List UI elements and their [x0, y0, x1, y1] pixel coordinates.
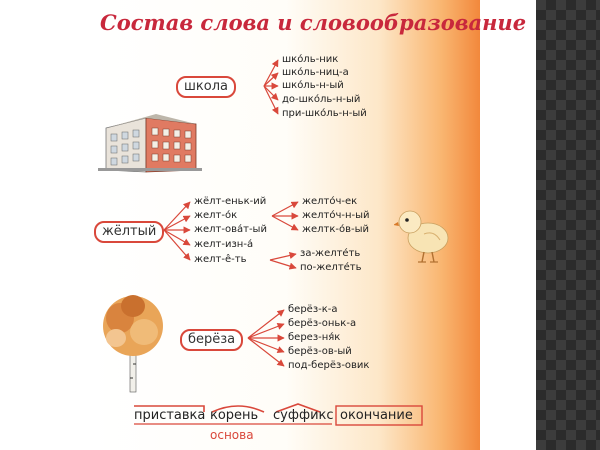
legend-root: корень [210, 408, 259, 423]
derived-word: желто́ч-ек [302, 196, 358, 207]
derived-word: желто́ч-н-ый [302, 210, 370, 221]
legend-prefix: приставка [134, 408, 206, 423]
derived-word: по-желте́ть [300, 262, 362, 273]
legend-stem: основа [210, 428, 254, 442]
derived-word: желт-изн-а́ [194, 239, 254, 250]
derived-word: за-желте́ть [300, 248, 361, 259]
root-word-box: берёза [180, 329, 243, 351]
derived-word: берез-ня́к [288, 332, 341, 343]
derived-word: берёз-к-а [288, 304, 338, 315]
root-word-box: школа [176, 76, 236, 98]
school-building-image [98, 108, 202, 178]
derived-word: желтк-о́в-ый [302, 224, 370, 235]
derived-word: под-берёз-овик [288, 360, 370, 371]
derived-word: желт-о́к [194, 210, 238, 221]
derived-word: берёз-ов-ый [288, 346, 352, 357]
derived-word: берёз-оньк-а [288, 318, 357, 329]
derived-word: желт-ê-ть [194, 254, 247, 265]
derived-word: шко́ль-ниц-а [282, 67, 349, 78]
chick-image [394, 204, 454, 266]
derived-word: желт-ова́т-ый [194, 224, 267, 235]
page-title: Состав слова и словообразование [100, 10, 527, 35]
derived-word: шко́ль-н-ый [282, 80, 344, 91]
birch-tree-image [98, 290, 168, 394]
root-word-box: жёлтый [94, 221, 164, 243]
word-structure-legend [132, 402, 432, 426]
derived-word: при-шко́ль-н-ый [282, 108, 367, 119]
legend-ending: окончание [340, 408, 413, 423]
derived-word: шко́ль-ник [282, 54, 339, 65]
derived-word: жёлт-еньк-ий [194, 196, 267, 207]
derived-word: до-шко́ль-н-ый [282, 94, 361, 105]
legend-suffix: суффикс [273, 408, 334, 423]
